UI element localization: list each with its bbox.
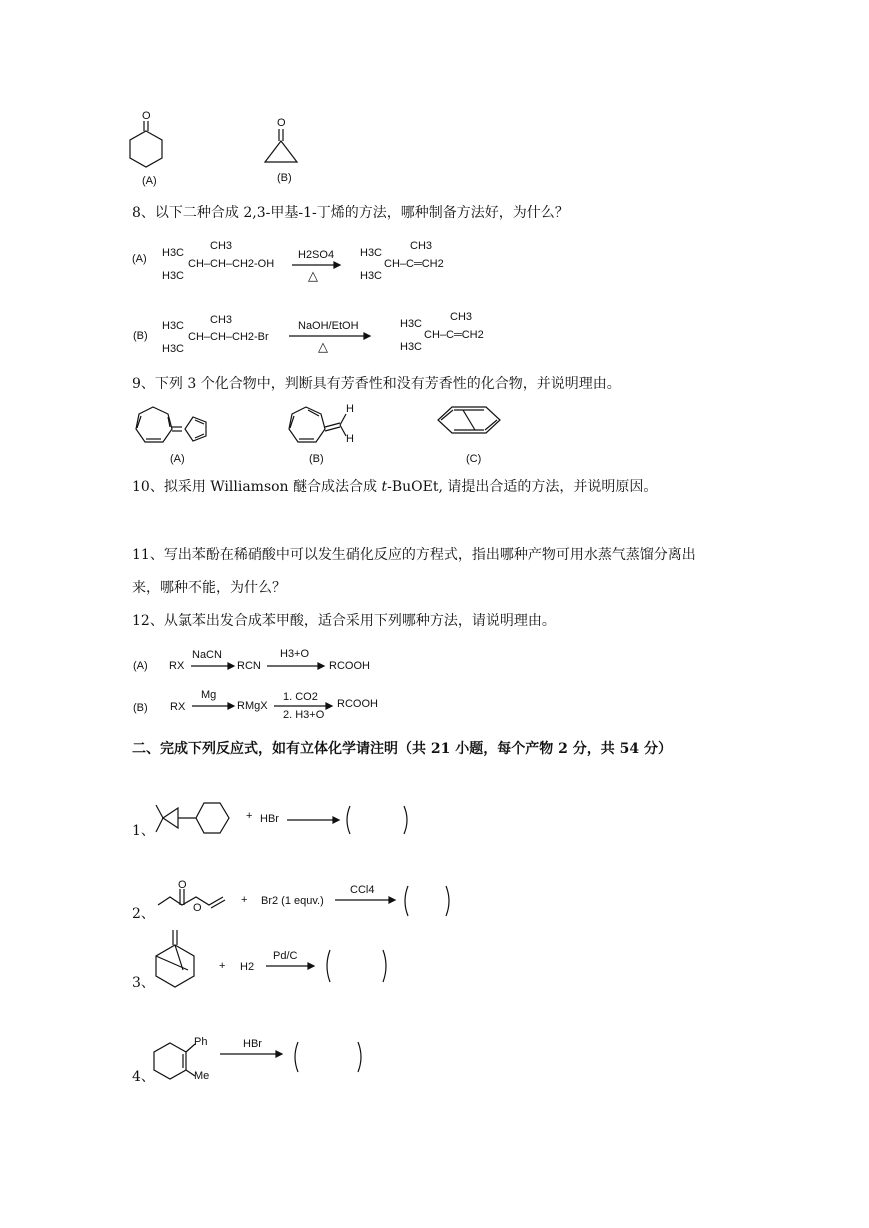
q8-b-r2: CH3 (210, 314, 233, 326)
q8-b-p3: CH–C═CH2 (424, 329, 484, 341)
reaction-3-condition: Pd/C (273, 950, 298, 962)
r1-reactant (156, 803, 229, 833)
reaction-1-number: 1、 (132, 823, 155, 839)
question-11-line2: 来，哪种不能，为什么？ (132, 580, 286, 596)
q8-b-condition: △ (318, 339, 328, 354)
q8-a-r1: H3C (162, 247, 185, 259)
q9-compound-b (289, 407, 346, 442)
reaction-4-ph: Ph (194, 1036, 208, 1048)
q12-b-mid: RMgX (237, 700, 268, 712)
q8-b-p1: H3C (400, 318, 423, 330)
q8-a-p3: CH–C═CH2 (384, 258, 444, 270)
reaction-3-plus: + (219, 960, 226, 972)
q12-b-rx: RX (170, 701, 186, 713)
reaction-3-number: 3、 (132, 975, 155, 991)
question-10-post: -BuOEt, 请提出合适的方法，并说明原因。 (387, 479, 658, 495)
r2-reactant (158, 889, 225, 908)
r3-reactant (156, 930, 194, 987)
r2-answer-bracket (405, 886, 408, 916)
q8-a-reagent: H2SO4 (298, 249, 335, 261)
q9-label-a: (A) (170, 453, 185, 465)
q9-b-h-top: H (346, 403, 354, 415)
label-b: (B) (277, 172, 292, 184)
q12-a-rx: RX (169, 660, 185, 672)
reaction-2-number: 2、 (132, 906, 155, 922)
q8-b-p2: CH3 (450, 311, 473, 323)
question-10-pre: 10、拟采用 Williamson 醚合成法合成 (132, 479, 382, 495)
q8-a-r2: CH3 (210, 240, 233, 252)
q8-a-r3: CH–CH–CH2-OH (188, 258, 275, 270)
q12-a-reagent1: NaCN (192, 649, 222, 661)
cyclohexanone-structure (130, 121, 162, 167)
question-10-italic: t (381, 479, 388, 495)
section-2-heading: 二、完成下列反应式，如有立体化学请注明（共 21 小题，每个产物 2 分，共 54 分） (132, 741, 672, 757)
r4-reactant (154, 1043, 195, 1079)
q9-b-h-bottom: H (346, 433, 354, 445)
question-10 (132, 477, 657, 497)
question-12: 12、从氯苯出发合成苯甲酸，适合采用下列哪种方法，请说明理由。 (132, 613, 556, 629)
q8-b-p4: H3C (400, 341, 423, 353)
q8-a-label: (A) (132, 253, 147, 265)
q8-b-r3: CH–CH–CH2-Br (188, 331, 269, 343)
q12-b-label: (B) (133, 702, 148, 714)
cyclopropanone-oxygen: O (277, 117, 286, 129)
q9-label-b: (B) (309, 453, 324, 465)
q8-b-r4: H3C (162, 343, 185, 355)
r1-answer-bracket (347, 806, 350, 834)
r3-answer-bracket (327, 950, 330, 982)
q8-b-r1: H3C (162, 320, 185, 332)
reaction-2-plus: + (241, 894, 248, 906)
q12-b-reagent1: Mg (201, 689, 217, 701)
q12-a-label: (A) (133, 660, 148, 672)
q9-compound-c (438, 407, 500, 433)
cyclopropanone-structure (265, 129, 297, 162)
q12-a-product: RCOOH (329, 660, 370, 672)
q8-a-r4: H3C (162, 270, 185, 282)
cyclohexanone-oxygen: O (142, 110, 151, 122)
q9-label-c: (C) (466, 453, 482, 465)
q8-b-label: (B) (133, 330, 148, 342)
reaction-2-condition: CCl4 (350, 884, 375, 896)
q8-a-p4: H3C (360, 270, 383, 282)
reaction-4-me: Me (194, 1070, 210, 1082)
question-11-line1: 11、写出苯酚在稀硝酸中可以发生硝化反应的方程式，指出哪种产物可用水蒸气蒸馏分离出 (132, 547, 696, 563)
q12-a-mid: RCN (237, 660, 261, 672)
reaction-2-oxygen: O (178, 879, 187, 891)
q12-b-reagent2b: 2. H3+O (283, 709, 325, 721)
q9-compound-a (136, 407, 206, 442)
q8-b-reagent: NaOH/EtOH (298, 320, 359, 332)
reaction-4-reagent: HBr (243, 1038, 262, 1050)
reaction-4-number: 4、 (132, 1069, 155, 1085)
reaction-1-reagent: HBr (260, 813, 279, 825)
reaction-3-reagent: H2 (240, 961, 255, 973)
q12-a-reagent2: H3+O (280, 648, 310, 660)
reaction-2-reagent: Br2 (1 equv.) (261, 895, 324, 907)
reaction-2-ester-oxygen: O (193, 902, 202, 914)
q8-a-p1: H3C (360, 247, 383, 259)
q12-b-product: RCOOH (337, 698, 378, 710)
q12-b-reagent2a: 1. CO2 (283, 691, 318, 703)
q8-a-condition: △ (308, 268, 318, 283)
question-9: 9、下列 3 个化合物中，判断具有芳香性和没有芳香性的化合物，并说明理由。 (132, 376, 621, 392)
question-8: 8、以下二种合成 2,3-甲基-1-丁烯的方法，哪种制备方法好，为什么？ (132, 205, 569, 221)
label-a: (A) (142, 175, 157, 187)
r4-answer-bracket (295, 1042, 298, 1072)
reaction-1-plus: + (246, 810, 253, 822)
q8-a-p2: CH3 (410, 240, 433, 252)
